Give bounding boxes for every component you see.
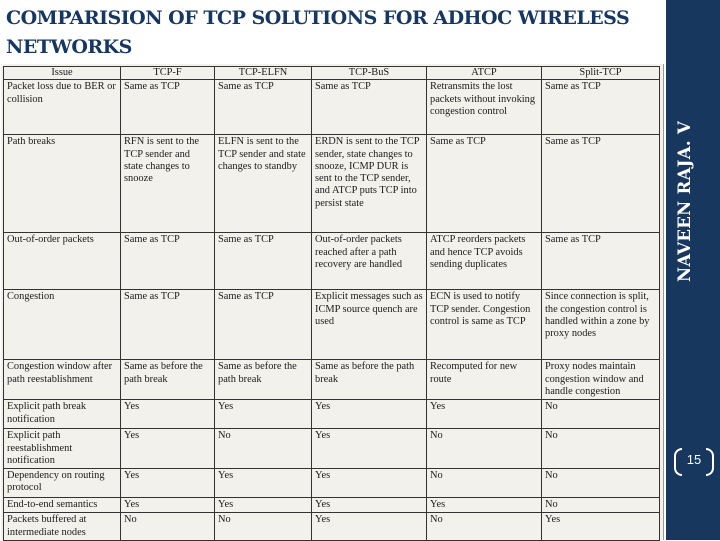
table-header (4, 67, 660, 80)
table-cell: No (542, 400, 660, 429)
table-cell: No (542, 469, 660, 498)
table-cell: ERDN is sent to the TCP sender, state changes to snooze, ICMP DUR is sent to the TCP sender, and ATCP puts TCP into persist state (312, 135, 427, 233)
comparison-table (3, 66, 660, 541)
table-cell: No (427, 469, 542, 498)
table-cell: Yes (121, 429, 215, 469)
table-cell: Yes (215, 469, 312, 498)
table-cell: No (427, 513, 542, 541)
slide-title: COMPARISION OF TCP SOLUTIONS FOR ADHOC WIRELESS NETWORKS (6, 7, 630, 58)
table-cell: Yes (215, 498, 312, 513)
table-cell: Same as before the path break (121, 360, 215, 400)
table-cell: Yes (121, 400, 215, 429)
table-cell: Explicit path reestablishment notification (4, 429, 121, 469)
table-cell: Yes (215, 400, 312, 429)
table-cell: Congestion window after path reestablishment (4, 360, 121, 400)
table-row (4, 290, 660, 360)
table-cell: Recomputed for new route (427, 360, 542, 400)
table-cell: Same as TCP (427, 135, 542, 233)
table-cell: Explicit path break notification (4, 400, 121, 429)
table-cell: No (215, 429, 312, 469)
header-tcp-bus: TCP-BuS (312, 67, 427, 80)
table-cell: Congestion (4, 290, 121, 360)
header-tcp-elfn: TCP-ELFN (215, 67, 312, 80)
header-issue: Issue (4, 67, 121, 80)
table-cell: Same as TCP (121, 290, 215, 360)
table-cell: No (215, 513, 312, 541)
table-cell: Yes (542, 513, 660, 541)
table-row (4, 429, 660, 469)
table-cell: Yes (312, 498, 427, 513)
table-row (4, 233, 660, 290)
table-cell: Yes (312, 513, 427, 541)
table-cell: Same as TCP (215, 290, 312, 360)
table-cell: Yes (427, 498, 542, 513)
table-cell: Same as before the path break (312, 360, 427, 400)
table-cell: Yes (121, 498, 215, 513)
table-cell: Explicit messages such as ICMP source quench are used (312, 290, 427, 360)
table-cell: Yes (121, 469, 215, 498)
table-cell: Retransmits the lost packets without invoking congestion control (427, 80, 542, 135)
table-cell: ELFN is sent to the TCP sender and state changes to standby (215, 135, 312, 233)
table-cell: Yes (312, 400, 427, 429)
header-tcp-f: TCP-F (121, 67, 215, 80)
table-cell: No (121, 513, 215, 541)
page-number: 15 (686, 452, 702, 467)
table-row (4, 400, 660, 429)
header-row (4, 67, 660, 80)
table-cell: Yes (312, 469, 427, 498)
table-cell: Same as TCP (542, 233, 660, 290)
table-cell: Dependency on routing protocol (4, 469, 121, 498)
table-cell: Same as TCP (121, 80, 215, 135)
table-cell: Same as TCP (215, 233, 312, 290)
page-number-box (674, 448, 714, 474)
table-cell: Since connection is split, the congestion control is handled within a zone by proxy nodes (542, 290, 660, 360)
table-cell: No (427, 429, 542, 469)
table-body (4, 80, 660, 541)
table-cell: Out-of-order packets reached after a path recovery are handled (312, 233, 427, 290)
table-cell: No (542, 429, 660, 469)
table-cell: Same as TCP (542, 135, 660, 233)
page-number-brace-icon (706, 448, 714, 476)
table-cell: ECN is used to notify TCP sender. Congestion control is same as TCP (427, 290, 542, 360)
table-cell: Same as TCP (121, 233, 215, 290)
table-cell: No (542, 498, 660, 513)
author-name: NAVEEN RAJA. V (675, 120, 694, 282)
table-row (4, 469, 660, 498)
table-cell: Out-of-order packets (4, 233, 121, 290)
table-row (4, 513, 660, 541)
table-row (4, 80, 660, 135)
table-cell: Same as before the path break (215, 360, 312, 400)
table-cell: Packet loss due to BER or collision (4, 80, 121, 135)
table-row (4, 360, 660, 400)
table-cell: Same as TCP (312, 80, 427, 135)
header-atcp: ATCP (427, 67, 542, 80)
header-split-tcp: Split-TCP (542, 67, 660, 80)
table-row (4, 498, 660, 513)
table-cell: Proxy nodes maintain congestion window and handle congestion (542, 360, 660, 400)
table-cell: Packets buffered at intermediate nodes (4, 513, 121, 541)
table-cell: Same as TCP (215, 80, 312, 135)
table-cell: RFN is sent to the TCP sender and state changes to snooze (121, 135, 215, 233)
table-cell: Yes (312, 429, 427, 469)
table-row (4, 135, 660, 233)
table-cell: Path breaks (4, 135, 121, 233)
table-cell: Yes (427, 400, 542, 429)
table-cell: Same as TCP (542, 80, 660, 135)
table-cell: End-to-end semantics (4, 498, 121, 513)
table-cell: ATCP reorders packets and hence TCP avoids sending duplicates (427, 233, 542, 290)
